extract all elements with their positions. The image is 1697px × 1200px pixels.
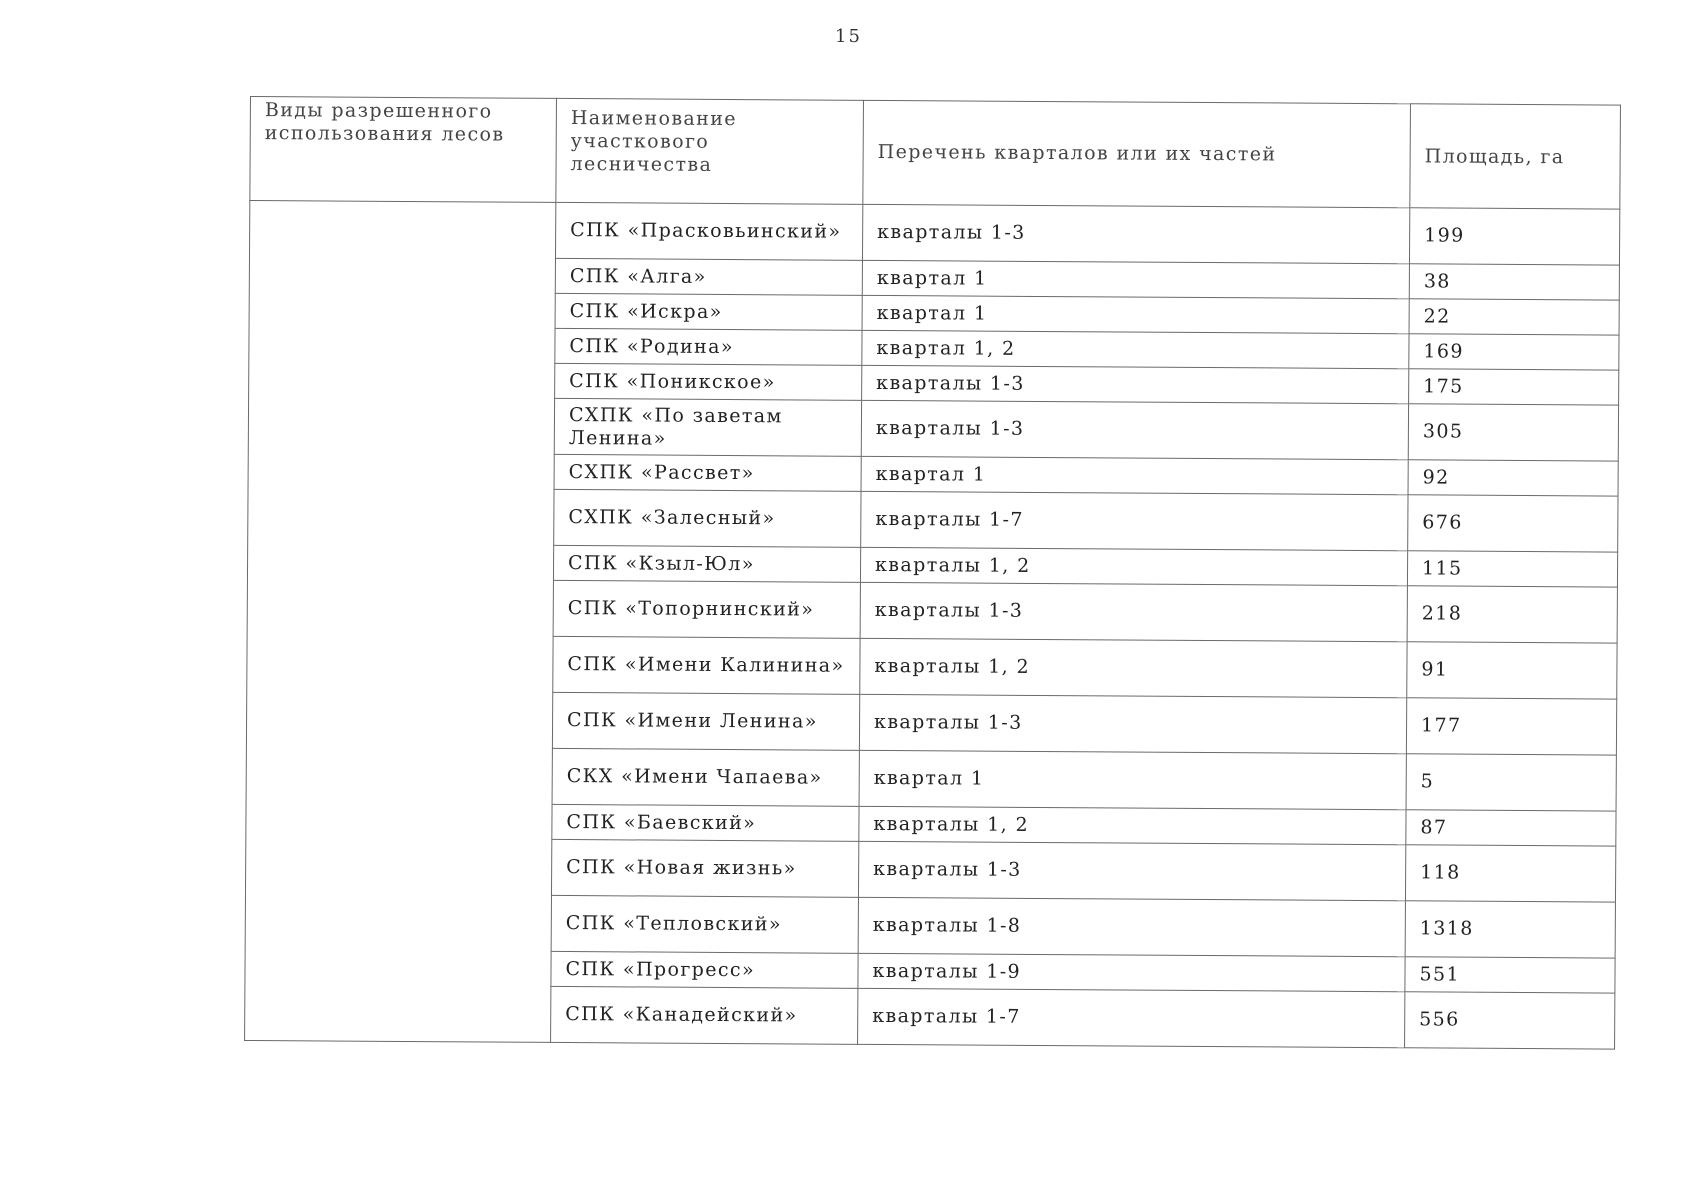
- forestry-name-cell: СПК «Имени Калинина»: [553, 636, 860, 694]
- quarters-cell: кварталы 1-3: [862, 204, 1409, 263]
- area-cell: 199: [1409, 208, 1619, 265]
- quarters-cell: квартал 1: [861, 456, 1408, 494]
- forestry-name-cell: СПК «Прогресс»: [551, 951, 858, 988]
- forestry-name-cell: СПК «Алга»: [555, 258, 862, 295]
- area-cell: 22: [1409, 299, 1619, 335]
- forestry-name-cell: СХПК «Залесный»: [554, 489, 861, 547]
- quarters-cell: кварталы 1-3: [861, 400, 1408, 459]
- quarters-cell: кварталы 1-9: [858, 953, 1405, 991]
- forest-quarters-table: [244, 96, 1621, 1050]
- forestry-name-cell: СПК «Баевский»: [552, 804, 859, 841]
- forestry-name-cell: СПК «Искра»: [555, 293, 862, 330]
- quarters-cell: квартал 1: [859, 750, 1406, 809]
- forestry-name-cell: СПК «Тепловский»: [551, 895, 858, 953]
- header-usage-type: Виды разрешенного использования лесов: [250, 97, 557, 203]
- quarters-cell: кварталы 1, 2: [860, 638, 1407, 697]
- quarters-cell: кварталы 1-3: [859, 694, 1406, 753]
- area-cell: 676: [1408, 495, 1618, 552]
- quarters-cell: кварталы 1-7: [861, 491, 1408, 550]
- quarters-cell: кварталы 1, 2: [860, 547, 1407, 585]
- header-quarters-list: Перечень кварталов или их частей: [863, 100, 1411, 207]
- area-cell: 91: [1407, 642, 1617, 699]
- forestry-name-cell: СХПК «Рассвет»: [554, 454, 861, 491]
- area-cell: 1318: [1405, 901, 1615, 958]
- forestry-name-cell: СПК «Топорнинский»: [553, 580, 860, 638]
- area-cell: 305: [1408, 404, 1618, 461]
- usage-type-cell: [245, 201, 556, 1043]
- quarters-cell: кварталы 1-8: [858, 897, 1405, 956]
- table-header-row: [250, 97, 1621, 210]
- page-number: 15: [835, 26, 862, 47]
- table-row: [249, 201, 1619, 266]
- quarters-cell: кварталы 1-3: [862, 365, 1409, 403]
- area-cell: 92: [1408, 460, 1618, 496]
- area-cell: 218: [1407, 586, 1617, 643]
- quarters-cell: кварталы 1-3: [860, 582, 1407, 641]
- area-cell: 5: [1406, 754, 1616, 811]
- quarters-cell: кварталы 1-7: [858, 988, 1405, 1047]
- quarters-cell: квартал 1: [862, 260, 1409, 298]
- quarters-cell: кварталы 1, 2: [859, 806, 1406, 844]
- area-cell: 556: [1405, 992, 1615, 1049]
- forestry-name-cell: СПК «Имени Ленина»: [552, 692, 859, 750]
- area-cell: 87: [1406, 810, 1616, 846]
- area-cell: 115: [1407, 551, 1617, 587]
- area-cell: 551: [1405, 957, 1615, 993]
- header-area: Площадь, га: [1410, 104, 1621, 209]
- quarters-cell: кварталы 1-3: [858, 841, 1405, 900]
- area-cell: 118: [1405, 845, 1615, 902]
- forestry-name-cell: СПК «Канадейский»: [551, 986, 858, 1044]
- forestry-name-cell: СПК «Родина»: [555, 328, 862, 365]
- area-cell: 38: [1409, 264, 1619, 300]
- quarters-cell: квартал 1: [862, 295, 1409, 333]
- forestry-name-cell: СПК «Прасковьинский»: [555, 202, 862, 260]
- forestry-name-cell: СПК «Новая жизнь»: [551, 839, 858, 897]
- forestry-name-cell: СПК «Поникское»: [555, 363, 862, 400]
- area-cell: 177: [1406, 698, 1616, 755]
- area-cell: 175: [1409, 369, 1619, 405]
- area-cell: 169: [1409, 334, 1619, 370]
- quarters-cell: квартал 1, 2: [862, 330, 1409, 368]
- header-forestry-name: Наименование участкового лесничества: [556, 98, 864, 204]
- table-body: [245, 201, 1620, 1050]
- forestry-name-cell: СХПК «По заветам Ленина»: [554, 398, 861, 456]
- forestry-name-cell: СПК «Кзыл-Юл»: [553, 545, 860, 582]
- forestry-name-cell: СКХ «Имени Чапаева»: [552, 748, 859, 806]
